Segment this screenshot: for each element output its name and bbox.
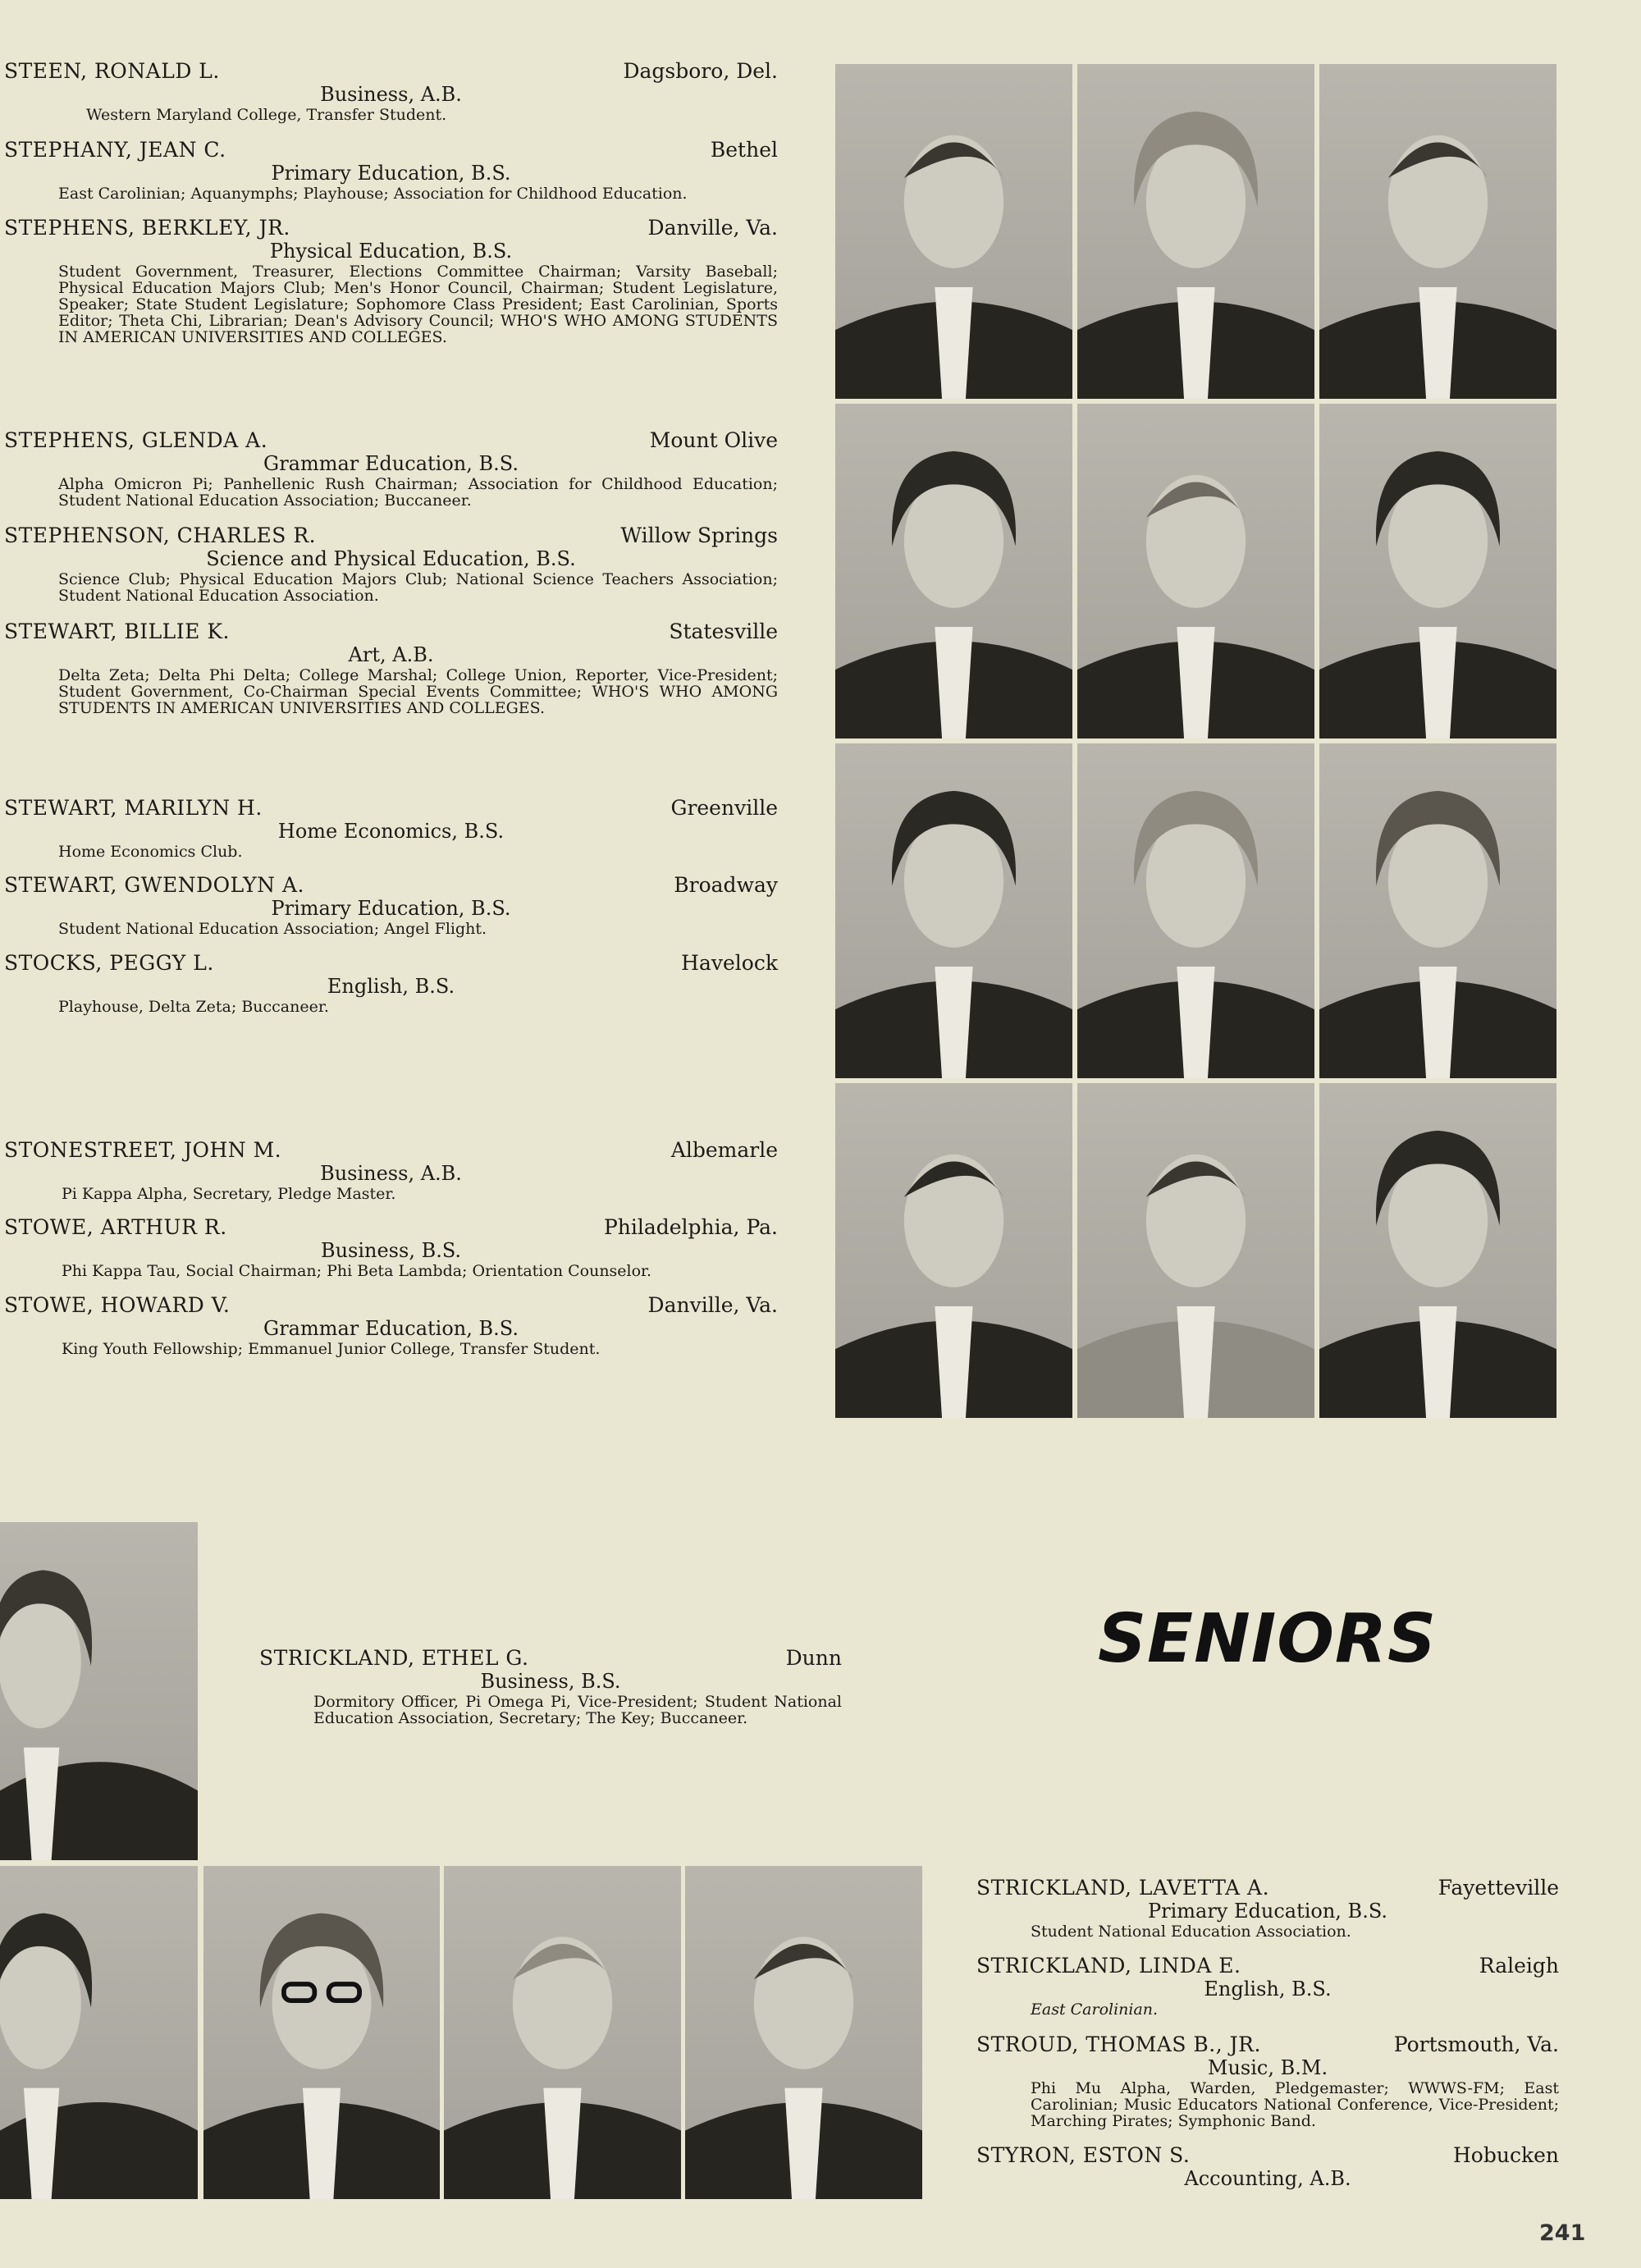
entry-stewart-billie <box>4 620 778 716</box>
entry-stewart-gwendolyn <box>4 873 778 937</box>
entry-stephens-berkley <box>4 216 778 345</box>
entry-stewart-marilyn <box>4 796 778 860</box>
student-degree: Primary Education, B.S. <box>1147 1900 1388 1923</box>
student-name: STEPHENS, BERKLEY, JR. <box>4 216 290 240</box>
student-degree: Science and Physical Education, B.S. <box>206 547 576 570</box>
portrait-strickland-lavetta <box>0 1866 198 2199</box>
student-activities: Delta Zeta; Delta Phi Delta; College Marshal; College Union, Reporter, Vice-President; Student Government, Co-Chairman Special Events Committee; WHO'S WHO AMONG STUDENTS IN AMERICAN UNIVERSITIES AND COLLEGES. <box>58 666 778 717</box>
student-hometown: Statesville <box>669 620 778 643</box>
portrait-strickland-ethel <box>0 1522 198 1860</box>
student-name: STEWART, MARILYN H. <box>4 796 263 820</box>
student-degree: Business, A.B. <box>320 83 462 106</box>
student-name: STROUD, THOMAS B., JR. <box>976 2033 1261 2056</box>
student-activities: Phi Mu Alpha, Warden, Pledgemaster; WWWS-FM; East Carolinian; Music Educators National Conference, Vice-President; Marching Pirates; Symphonic Band. <box>1031 2079 1559 2130</box>
student-activities: East Carolinian; Aquanymphs; Playhouse; Association for Childhood Education. <box>58 185 688 203</box>
student-activities: Dormitory Officer, Pi Omega Pi, Vice-President; Student National Education Association, Secretary; The Key; Buccaneer. <box>313 1693 842 1727</box>
page-number: 241 <box>1539 2220 1586 2246</box>
student-name: STEPHENS, GLENDA A. <box>4 428 268 452</box>
student-degree: Physical Education, B.S. <box>269 240 513 263</box>
student-activities: Alpha Omicron Pi; Panhellenic Rush Chairman; Association for Childhood Education; Student National Education Association; Buccaneer. <box>58 475 778 510</box>
student-degree: Accounting, A.B. <box>1184 2167 1351 2190</box>
student-name: STRICKLAND, LAVETTA A. <box>976 1876 1270 1900</box>
student-name: STEEN, RONALD L. <box>4 59 220 83</box>
student-hometown: Broadway <box>674 873 778 897</box>
portrait-styron <box>685 1866 922 2199</box>
portrait-stephens-berkley <box>1319 64 1556 399</box>
student-name: STRICKLAND, LINDA E. <box>976 1954 1241 1978</box>
student-hometown: Mount Olive <box>649 428 778 452</box>
entry-strickland-linda <box>976 1954 1559 2018</box>
student-degree: Music, B.M. <box>1207 2056 1328 2079</box>
student-degree: Business, B.S. <box>480 1670 621 1693</box>
portrait-stewart-gwendolyn <box>1077 743 1314 1078</box>
student-activities: Student National Education Association; Angel Flight. <box>58 920 487 938</box>
student-activities: Pi Kappa Alpha, Secretary, Pledge Master. <box>62 1185 396 1203</box>
student-activities: Science Club; Physical Education Majors Club; National Science Teachers Association; Student National Education Association. <box>58 570 778 605</box>
student-name: STOWE, HOWARD V. <box>4 1293 231 1317</box>
student-activities: Playhouse, Delta Zeta; Buccaneer. <box>58 998 329 1016</box>
student-activities: East Carolinian. <box>1031 2001 1159 2019</box>
student-hometown: Dagsboro, Del. <box>623 59 778 83</box>
portrait-steen <box>835 64 1072 399</box>
student-activities: King Youth Fellowship; Emmanuel Junior College, Transfer Student. <box>62 1340 601 1358</box>
student-activities: Western Maryland College, Transfer Student. <box>86 106 447 124</box>
entry-stocks <box>4 951 778 1015</box>
portrait-stocks <box>1319 743 1556 1078</box>
student-name: STEPHANY, JEAN C. <box>4 138 226 162</box>
student-hometown: Danville, Va. <box>647 1293 778 1317</box>
entry-strickland-lavetta <box>976 1876 1559 1940</box>
student-name: STYRON, ESTON S. <box>976 2143 1191 2167</box>
entry-stroud <box>976 2033 1559 2129</box>
entry-strickland-ethel <box>259 1646 842 1726</box>
student-hometown: Bethel <box>710 138 778 162</box>
student-activities: Student Government, Treasurer, Elections Committee Chairman; Varsity Baseball; Physical Education Majors Club; Men's Honor Council, Chairman; Student Legislature, Speaker; State Student Legislature; Sophomore Class President; East Carolinian, Sports Editor; Theta Chi, Librarian; Dean's Advisory Council; WHO'S WHO AMONG STUDENTS IN AMERICAN UNIVERSITIES AND COLLEGES. <box>58 263 778 346</box>
entry-styron <box>976 2143 1559 2189</box>
entry-steen <box>4 59 778 123</box>
student-hometown: Albemarle <box>670 1138 778 1162</box>
student-activities: Phi Kappa Tau, Social Chairman; Phi Beta Lambda; Orientation Counselor. <box>62 1262 652 1280</box>
portrait-stowe-howard <box>1319 1083 1556 1418</box>
student-activities: Home Economics Club. <box>58 843 243 861</box>
student-degree: Primary Education, B.S. <box>271 162 511 185</box>
portrait-stonestreet <box>835 1083 1072 1418</box>
student-degree: Art, A.B. <box>348 643 434 666</box>
entry-stonestreet <box>4 1138 778 1202</box>
entry-stowe-arthur <box>4 1215 778 1279</box>
student-hometown: Portsmouth, Va. <box>1393 2033 1559 2056</box>
student-hometown: Dunn <box>785 1646 842 1670</box>
student-hometown: Philadelphia, Pa. <box>603 1215 778 1239</box>
student-degree: Business, A.B. <box>320 1162 462 1185</box>
entry-stephany <box>4 138 778 202</box>
student-hometown: Fayetteville <box>1438 1876 1559 1900</box>
portrait-stephany <box>1077 64 1314 399</box>
student-name: STONESTREET, JOHN M. <box>4 1138 282 1162</box>
portrait-stephenson <box>1077 404 1314 738</box>
student-hometown: Willow Springs <box>620 524 778 547</box>
student-hometown: Raleigh <box>1479 1954 1559 1978</box>
portrait-stowe-arthur <box>1077 1083 1314 1418</box>
student-name: STEWART, GWENDOLYN A. <box>4 873 304 897</box>
entry-stowe-howard <box>4 1293 778 1357</box>
student-degree: English, B.S. <box>327 975 455 998</box>
student-name: STEPHENSON, CHARLES R. <box>4 524 317 547</box>
portrait-stroud <box>444 1866 681 2199</box>
student-name: STOCKS, PEGGY L. <box>4 951 214 975</box>
entry-stephenson <box>4 524 778 604</box>
student-name: STRICKLAND, ETHEL G. <box>259 1646 529 1670</box>
student-degree: Grammar Education, B.S. <box>263 452 519 475</box>
portrait-stewart-marilyn <box>835 743 1072 1078</box>
portrait-stephens-glenda <box>835 404 1072 738</box>
student-hometown: Havelock <box>681 951 778 975</box>
student-name: STOWE, ARTHUR R. <box>4 1215 227 1239</box>
student-hometown: Greenville <box>670 796 778 820</box>
student-degree: Grammar Education, B.S. <box>263 1317 519 1340</box>
student-hometown: Hobucken <box>1452 2143 1559 2167</box>
student-degree: Business, B.S. <box>320 1239 462 1262</box>
student-activities: Student National Education Association. <box>1031 1923 1351 1941</box>
student-degree: Primary Education, B.S. <box>271 897 511 920</box>
portrait-stewart-billie <box>1319 404 1556 738</box>
entry-stephens-glenda <box>4 428 778 509</box>
student-degree: Home Economics, B.S. <box>277 820 505 843</box>
section-title: SENIORS <box>1098 1600 1438 1678</box>
student-hometown: Danville, Va. <box>647 216 778 240</box>
student-name: STEWART, BILLIE K. <box>4 620 230 643</box>
student-degree: English, B.S. <box>1204 1978 1332 2001</box>
portrait-strickland-linda <box>203 1866 440 2199</box>
